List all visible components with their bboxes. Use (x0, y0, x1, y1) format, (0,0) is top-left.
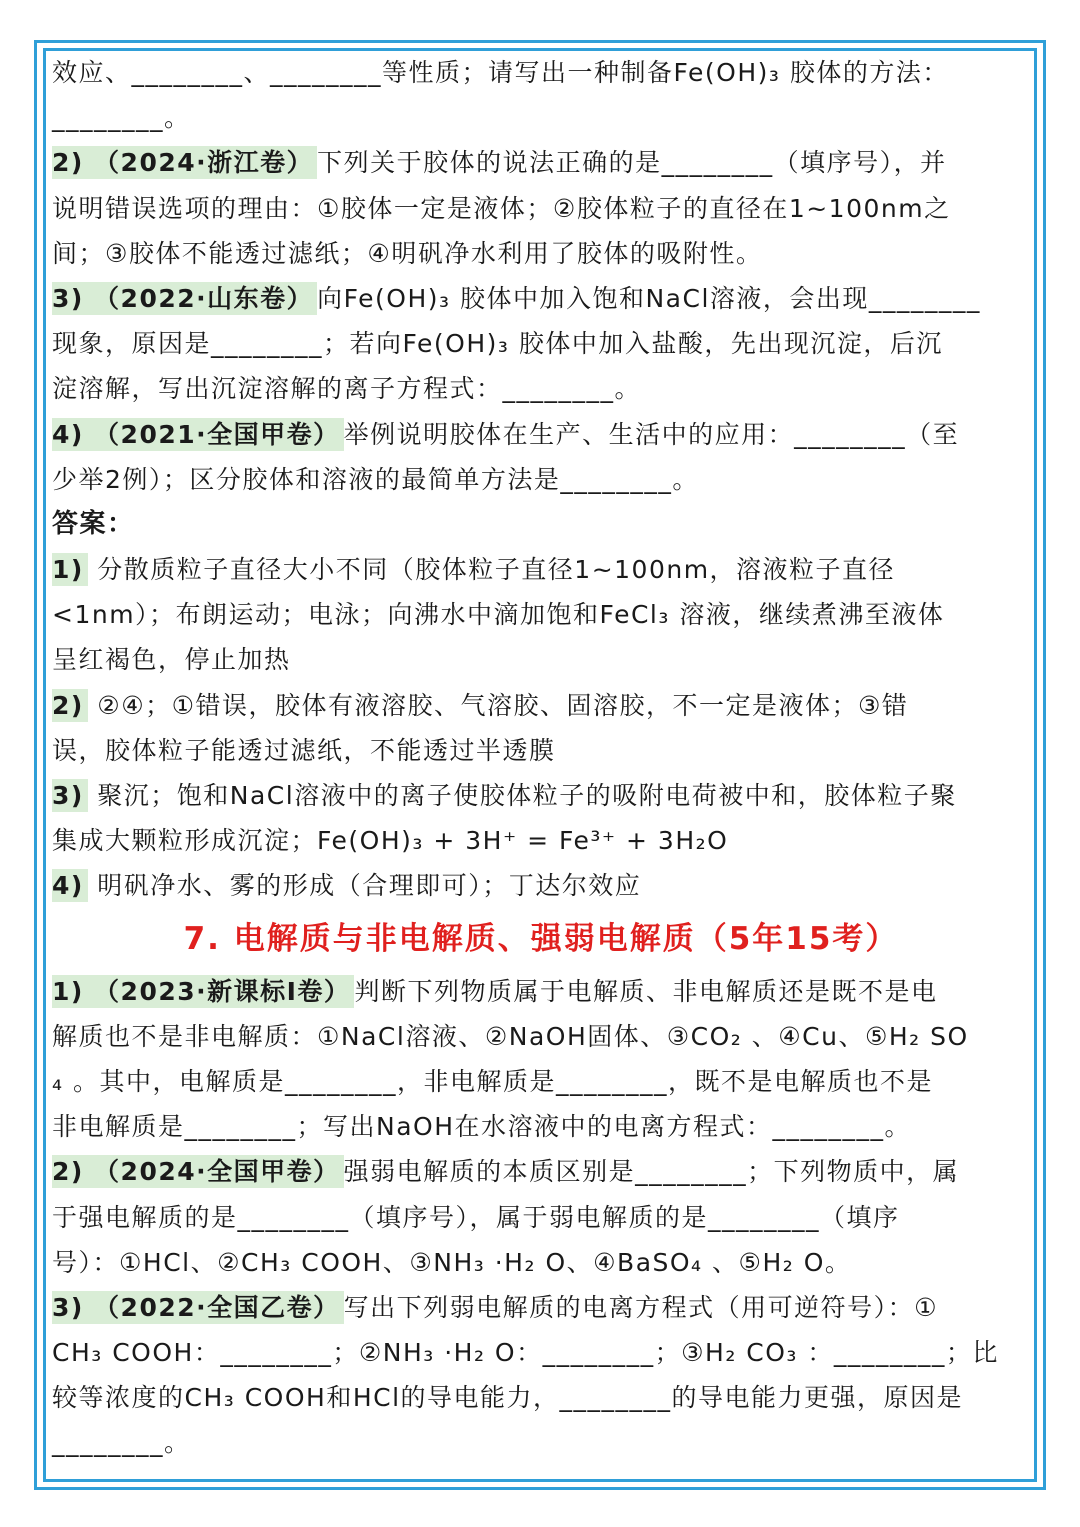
answer-number-tag: 4) (52, 869, 88, 902)
text-line: 效应、________、________等性质；请写出一种制备Fe(OH)₃ 胶体的方法： (52, 58, 949, 87)
answer-number-tag: 3) (52, 779, 88, 812)
question-3-line: 3) （2022·山东卷） 向Fe(OH)₃ 胶体中加入饱和NaCl溶液，会出现________ (52, 283, 981, 313)
question-source-tag: 4) （2021·全国甲卷） (52, 418, 344, 451)
text-line: 解质也不是非电解质：①NaCl溶液、②NaOH固体、③CO₂ 、④Cu、⑤H₂ SO (52, 1021, 969, 1051)
question-source-tag: 2) （2024·浙江卷） (52, 146, 317, 179)
text-line: CH₃ COOH：________；②NH₃ ·H₂ O：________；③H₂ CO₃ ：________；比 (52, 1338, 999, 1368)
question-source-tag: 1) （2023·新课标Ⅰ卷） (52, 975, 354, 1008)
text-line: ________。 (52, 103, 191, 133)
text-line: ₄ 。其中，电解质是________，非电解质是________，既不是电解质也不是 (52, 1066, 933, 1096)
section-title: 7. 电解质与非电解质、强弱电解质（5年15考） (183, 920, 899, 957)
text-line: ________。 (52, 1428, 191, 1458)
question-4-line: 4) （2021·全国甲卷） 举例说明胶体在生产、生活中的应用：________（至 (52, 419, 960, 449)
text-line: 集成大颗粒形成沉淀；Fe(OH)₃ + 3H⁺ = Fe³⁺ + 3H₂O (52, 826, 729, 856)
text-line: 较等浓度的CH₃ COOH和HCl的导电能力，________的导电能力更强，原因是 (52, 1383, 964, 1413)
text-line: <1nm）；布朗运动；电泳；向沸水中滴加饱和FeCl₃ 溶液，继续煮沸至液体 (52, 600, 945, 630)
text-line: 间；③胶体不能透过滤纸；④明矾净水利用了胶体的吸附性。 (52, 238, 763, 268)
answer-1-line: 1) 分散质粒子直径大小不同（胶体粒子直径1~100nm，溶液粒子直径 (52, 555, 896, 585)
answer-heading: 答案： (52, 508, 135, 539)
text-line: 少举2例）；区分胶体和溶液的最简单方法是________。 (52, 464, 699, 494)
question-source-tag: 3) （2022·山东卷） (52, 282, 317, 315)
text-line: 呈红褐色，停止加热 (52, 645, 291, 675)
s7-question-3-line: 3) （2022·全国乙卷） 写出下列弱电解质的电离方程式（用可逆符号）：① (52, 1292, 939, 1322)
text-line: 淀溶解，写出沉淀溶解的离子方程式：________。 (52, 374, 642, 404)
text-line: 非电解质是________；写出NaOH在水溶液中的电离方程式：________。 (52, 1112, 911, 1142)
answer-3-line: 3) 聚沉；饱和NaCl溶液中的离子使胶体粒子的吸附电荷被中和，胶体粒子聚 (52, 781, 957, 810)
text-line: 号）：①HCl、②CH₃ COOH、③NH₃ ·H₂ O、④BaSO₄ 、⑤H₂ O。 (52, 1247, 852, 1277)
text-line: 于强电解质的是________（填序号），属于弱电解质的是________（填序 (52, 1202, 900, 1232)
question-source-tag: 3) （2022·全国乙卷） (52, 1291, 344, 1324)
question-source-tag: 2) （2024·全国甲卷） (52, 1155, 344, 1188)
text-line: 现象，原因是________；若向Fe(OH)₃ 胶体中加入盐酸，先出现沉淀，后沉 (52, 329, 943, 359)
text-line: 误，胶体粒子能透过滤纸，不能透过半透膜 (52, 735, 556, 765)
s7-question-1-line: 1) （2023·新课标Ⅰ卷） 判断下列物质属于电解质、非电解质还是既不是电 (52, 976, 938, 1006)
answer-4-line: 4) 明矾净水、雾的形成（合理即可）；丁达尔效应 (52, 871, 642, 901)
question-2-line: 2) （2024·浙江卷） 下列关于胶体的说法正确的是________（填序号），并 (52, 148, 947, 178)
answer-number-tag: 2) (52, 689, 88, 722)
s7-question-2-line: 2) （2024·全国甲卷） 强弱电解质的本质区别是________；下列物质中，属 (52, 1157, 960, 1187)
answer-number-tag: 1) (52, 553, 88, 586)
document-body (52, 50, 1030, 1466)
answer-2-line: 2) ②④；①错误，胶体有液溶胶、气溶胶、固溶胶，不一定是液体；③错 (52, 690, 909, 720)
text-line: 说明错误选项的理由：①胶体一定是液体；②胶体粒子的直径在1~100nm之 (52, 193, 951, 223)
